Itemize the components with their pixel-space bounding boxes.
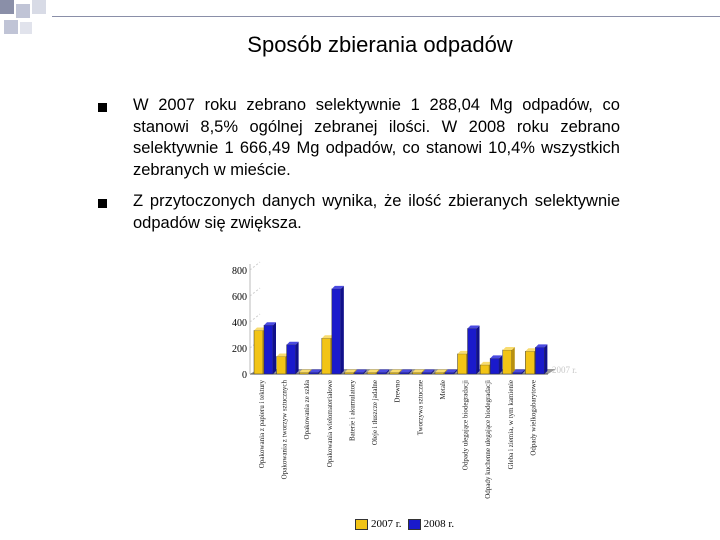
bar xyxy=(322,338,331,374)
bar-side xyxy=(544,344,547,374)
bar xyxy=(344,373,353,375)
x-tick-label: Odpady kuchenne ulegające biodegradacji xyxy=(484,380,493,499)
chart-canvas xyxy=(205,250,600,540)
x-tick-label: Metale xyxy=(438,380,447,400)
bar xyxy=(299,373,308,375)
bar xyxy=(422,373,431,375)
bar-side xyxy=(477,326,480,375)
bullet-text-1: W 2007 roku zebrano selektywnie 1 288,04 Mg odpadów, co stanowi 8,5% ogólnej zebranej ilości. W 2008 roku zebrano selektywnie 1 666,49 Mg odpadów, co stanowi 10,4% wszystkich zebranych w mieście. xyxy=(133,96,620,179)
bar xyxy=(264,325,273,374)
stray-series-label: 2007 r. xyxy=(552,365,578,375)
x-tick-label: Oleje i tłuszcze jadalne xyxy=(371,380,380,446)
bar-side xyxy=(273,322,276,374)
bar xyxy=(287,345,296,374)
bullet-text-2: Z przytoczonych danych wynika, że ilość zbieranych selektywnie odpadów się zwiększa. xyxy=(133,192,620,232)
bar xyxy=(503,350,512,374)
grid-line xyxy=(250,262,260,270)
legend-item-2007: 2007 r. xyxy=(355,518,402,530)
x-tick-label: Odpady wielkogabarytowe xyxy=(529,380,538,456)
bar xyxy=(390,373,399,375)
x-tick-label: Gleba i ziemia, w tym kamienie xyxy=(506,380,515,470)
bar xyxy=(309,373,318,375)
bar xyxy=(490,358,499,374)
x-tick-label: Baterie i akumulatory xyxy=(348,380,357,442)
bar xyxy=(400,373,409,375)
bar xyxy=(412,373,421,375)
bar xyxy=(435,373,444,375)
bar xyxy=(277,356,286,374)
bar xyxy=(458,354,467,374)
bar xyxy=(377,373,386,375)
legend-swatch-2007 xyxy=(355,519,368,530)
x-tick-label: Tworzywa sztuczne xyxy=(416,380,425,436)
bar xyxy=(254,330,263,374)
square-bullet-icon xyxy=(98,199,107,208)
bar xyxy=(445,373,454,375)
y-tick-label: 200 xyxy=(232,344,247,355)
x-tick-label: Odpady ulegające biodegradacji xyxy=(461,380,470,471)
header-rule xyxy=(52,16,720,17)
bar xyxy=(535,347,544,374)
y-tick-label: 0 xyxy=(242,370,247,381)
bar-side xyxy=(296,342,299,374)
square-bullet-icon xyxy=(98,103,107,112)
x-tick-label: Opakowania z papieru i tektury xyxy=(258,380,266,469)
grid-line xyxy=(250,314,260,322)
bar xyxy=(513,373,522,375)
bar-side xyxy=(341,286,344,374)
slide-title: Sposób zbierania odpadów xyxy=(247,32,513,57)
bar-side xyxy=(499,355,502,374)
bar-side xyxy=(512,347,515,374)
waste-chart xyxy=(205,250,600,540)
bullet-item-2 xyxy=(105,191,620,234)
y-tick-label: 400 xyxy=(232,318,247,329)
bar xyxy=(480,365,489,374)
legend-item-2008: 2008 r. xyxy=(408,518,455,530)
x-tick-label: Drewno xyxy=(393,380,402,403)
chart-legend xyxy=(355,518,454,530)
x-tick-label: Opakowania z tworzyw sztucznych xyxy=(280,380,289,480)
y-tick-label: 600 xyxy=(232,292,247,303)
x-tick-label: Opakowania wielomateriałowe xyxy=(325,380,334,468)
legend-swatch-2008 xyxy=(408,519,421,530)
bar xyxy=(525,351,534,374)
grid-line xyxy=(250,288,260,296)
bar xyxy=(468,329,477,375)
y-tick-label: 800 xyxy=(232,266,247,277)
bar xyxy=(332,289,341,374)
bar xyxy=(354,373,363,375)
bullet-item-1 xyxy=(105,95,620,181)
x-tick-label: Opakowania ze szkła xyxy=(303,380,312,440)
bar xyxy=(367,373,376,375)
